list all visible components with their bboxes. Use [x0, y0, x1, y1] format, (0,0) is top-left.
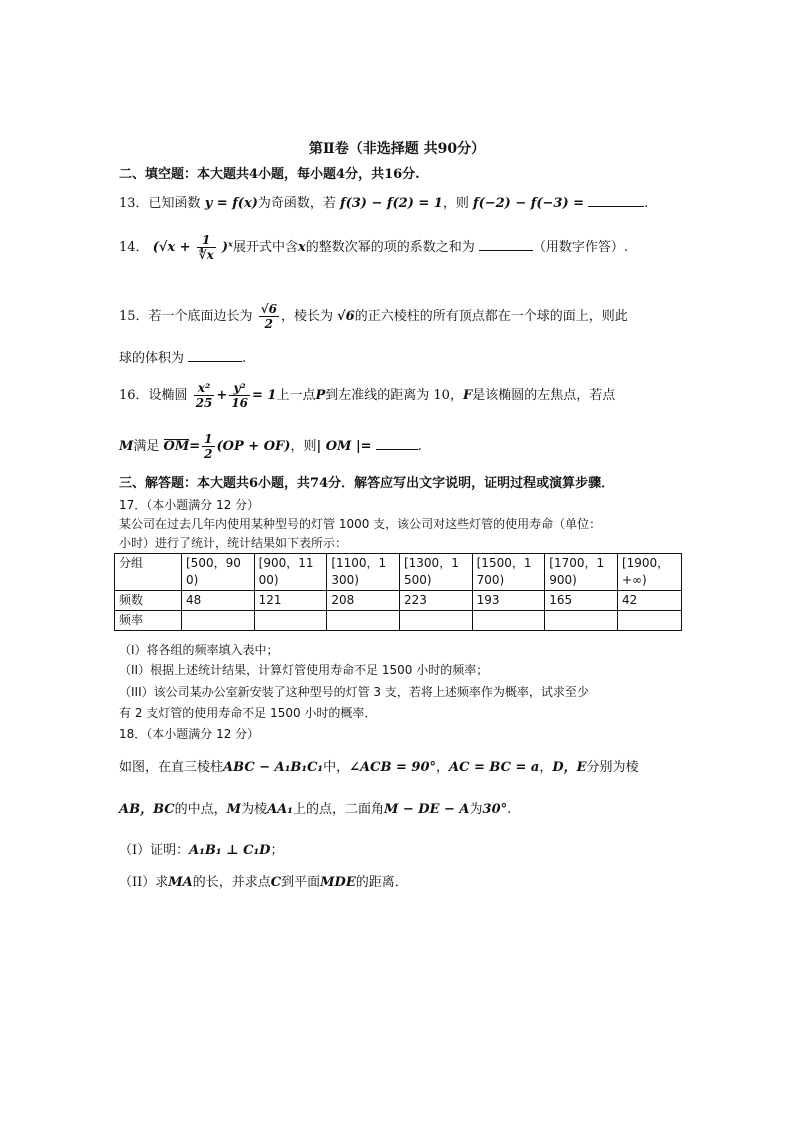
q18-p1-math: A₁B₁ ⊥ C₁D — [189, 843, 271, 858]
q14-text-c: （用数字作答）. — [532, 240, 629, 255]
q18-text-e: 分别为棱 — [586, 760, 639, 775]
group-7-b: +∞) — [621, 573, 647, 587]
q14-fraction — [197, 233, 216, 262]
q16-vector-om: OM — [163, 439, 190, 454]
q18-text-g: 为棱 — [241, 802, 268, 817]
q16-frac-y-num: y² — [229, 381, 250, 396]
q17-part3: （III）该公司某办公室新安装了这种型号的灯管 3 支，若将上述频率作为概率，试求至少 — [119, 685, 589, 699]
q13-condition: f(3) − f(2) = 1 — [340, 196, 443, 211]
q16-half-den: 2 — [204, 447, 213, 461]
q15-text-a: 若一个底面边长为 — [148, 309, 253, 324]
q16-frac-y-den: 16 — [231, 396, 249, 410]
q16-text-b: 上一点 — [276, 388, 316, 403]
frequency-table — [114, 553, 682, 631]
q18-line2 — [119, 798, 511, 817]
q15-number: 15． — [119, 309, 149, 324]
q16-answer-blank[interactable] — [376, 436, 418, 450]
q14-frac-den: ∜x — [198, 248, 214, 262]
q16-half-num: 1 — [204, 432, 213, 446]
q16-point-m: M — [119, 439, 134, 454]
q15-frac-den: 2 — [264, 317, 273, 331]
q18-head: 18．（本小题满分 12 分） — [119, 727, 260, 741]
q18-equal-sides: AC = BC = a — [449, 760, 540, 775]
q16-frac-x — [194, 381, 215, 410]
group-2-b: 00) — [258, 573, 279, 587]
q18-p2-plane: MDE — [320, 875, 356, 890]
table-cell-frequency[interactable] — [399, 611, 472, 631]
question-16 — [119, 381, 615, 410]
table-cell-count: 208 — [327, 591, 400, 611]
q18-text-i: 为 — [469, 802, 483, 817]
q16-text-c: 到左准线的距离为 10， — [325, 388, 463, 403]
table-cell-group — [254, 554, 327, 591]
q18-dihedral: M − DE − A — [383, 802, 470, 817]
table-cell-frequency[interactable] — [182, 611, 255, 631]
solution-section-title: 三、解答题：本大题共6小题，共74分．解答应写出文字说明，证明过程或演算步骤． — [119, 476, 615, 491]
table-cell-count: 42 — [617, 591, 681, 611]
q16-frac-x-den: 25 — [195, 396, 213, 410]
group-5-a: [1500，1 — [476, 556, 532, 570]
q13-text-b: 为奇函数，若 — [257, 196, 336, 211]
question-15 — [119, 302, 628, 331]
q18-degree: 30° — [482, 802, 508, 817]
group-4-a: [1300，1 — [403, 556, 459, 570]
q15-frac-num: √6 — [260, 302, 277, 316]
q16-frac-x-num: x² — [194, 381, 215, 396]
q15-text-d: 球的体积为 — [119, 351, 185, 366]
q16-end: . — [417, 439, 422, 454]
q13-answer-blank[interactable] — [588, 193, 644, 207]
q18-p2-text-a: （II）求 — [119, 875, 169, 890]
q15-answer-blank[interactable] — [188, 348, 242, 362]
q18-p1-text: （I）证明： — [119, 843, 190, 858]
q18-line1 — [119, 756, 639, 775]
q16-text-d: 是该椭圆的左焦点，若点 — [472, 388, 616, 403]
table-row-frequency — [115, 611, 682, 631]
table-cell-frequency[interactable] — [254, 611, 327, 631]
q16-point-f: F — [462, 388, 473, 403]
q14-text-a: 展开式中含 — [232, 240, 298, 255]
q14-answer-blank[interactable] — [479, 237, 533, 251]
q16-text-f: ，则 — [290, 439, 317, 454]
q18-text-j: . — [507, 802, 512, 817]
q18-text-c: ， — [436, 760, 450, 775]
group-1-b: 0) — [186, 573, 199, 587]
q14-number: 14． — [119, 240, 149, 255]
group-7-a: [1900， — [621, 556, 670, 570]
q17-part1: （I）将各组的频率填入表中； — [119, 643, 279, 657]
section-heading: 第Ⅱ卷（非选择题 共90分） — [308, 141, 486, 157]
group-1-a: [500，90 — [186, 556, 241, 570]
table-cell-group — [472, 554, 545, 591]
table-cell-frequency[interactable] — [472, 611, 545, 631]
table-header-counts: 频数 — [115, 591, 182, 611]
q18-part1 — [119, 839, 283, 858]
q15-text-b: ，棱长为 — [280, 309, 333, 324]
question-15-line2 — [119, 347, 246, 366]
q16-frac-y — [229, 381, 250, 410]
q18-text-h: 上的点，二面角 — [292, 802, 384, 817]
q18-text-a: 如图，在直三棱柱 — [119, 760, 224, 775]
group-6-a: [1700，1 — [549, 556, 605, 570]
table-header-groups: 分组 — [115, 554, 182, 591]
q18-p2-text-f: 的距离． — [355, 875, 408, 890]
table-cell-count: 121 — [254, 591, 327, 611]
q18-p2-text-d: 到平面 — [281, 875, 321, 890]
table-cell-group — [399, 554, 472, 591]
q14-expr-right: )ˣ — [221, 240, 233, 255]
q18-part2 — [119, 871, 408, 890]
group-4-b: 500) — [403, 573, 432, 587]
q15-edge: √6 — [337, 309, 355, 324]
group-2-a: [900，11 — [258, 556, 314, 570]
q15-fraction — [259, 302, 279, 331]
q14-frac-num: 1 — [197, 233, 216, 248]
q18-text-b: 中， — [323, 760, 350, 775]
group-3-b: 300) — [331, 573, 359, 587]
q18-p2-point-c: C — [270, 875, 282, 890]
table-cell-count: 193 — [472, 591, 545, 611]
q18-p2-ma: MA — [168, 875, 193, 890]
q18-p2-text-b: 的长，并求点 — [192, 875, 271, 890]
q14-text-b: 的整数次幂的项的系数之和为 — [305, 240, 475, 255]
q13-text-c: ，则 — [442, 196, 469, 211]
q17-head: 17．（本小题满分 12 分） — [119, 498, 260, 512]
q18-text-d: ， — [539, 760, 553, 775]
q13-text-a: 已知函数 — [148, 196, 201, 211]
q18-p1-end: ； — [270, 843, 284, 858]
q13-function: y = f(x) — [204, 196, 258, 211]
q16-eq-half: = — [189, 439, 201, 454]
table-cell-count: 48 — [182, 591, 255, 611]
group-5-b: 700) — [476, 573, 505, 587]
q18-text-f: 的中点， — [174, 802, 227, 817]
q13-end: . — [644, 196, 649, 211]
table-row-counts — [115, 591, 682, 611]
q14-expr-left: (√x + — [152, 240, 191, 255]
question-13 — [119, 192, 648, 211]
table-cell-group — [617, 554, 681, 591]
table-cell-frequency[interactable] — [545, 611, 618, 631]
q16-text-e: 满足 — [133, 439, 160, 454]
q18-point-m: M — [226, 802, 242, 817]
q16-plus: + — [216, 388, 228, 403]
table-cell-frequency[interactable] — [617, 611, 681, 631]
q16-abs-om: | OM |= — [316, 439, 372, 454]
question-16-line2 — [119, 432, 422, 461]
q17-line2: 小时）进行了统计，统计结果如下表所示： — [119, 536, 348, 550]
table-cell-count: 223 — [399, 591, 472, 611]
q17-line1: 某公司在过去几年内使用某种型号的灯管 1000 支，该公司对这些灯管的使用寿命（单位： — [119, 517, 602, 531]
table-cell-group — [545, 554, 618, 591]
table-cell-frequency[interactable] — [327, 611, 400, 631]
table-cell-count: 165 — [545, 591, 618, 611]
q16-number: 16． — [119, 388, 149, 403]
q14-var: x — [297, 240, 306, 255]
q18-edges: AB，BC — [119, 802, 175, 817]
q16-eq: = 1 — [252, 388, 277, 403]
q18-points-de: D，E — [552, 760, 587, 775]
q15-end: . — [242, 351, 247, 366]
q16-point-p: P — [315, 388, 326, 403]
q16-vector-sum: (OP + OF) — [216, 439, 291, 454]
q16-half — [202, 432, 214, 461]
q18-angle: ∠ACB = 90° — [349, 760, 436, 775]
q17-part2: （II）根据上述统计结果，计算灯管使用寿命不足 1500 小时的频率； — [119, 663, 489, 677]
table-cell-group — [327, 554, 400, 591]
q16-text-a: 设椭圆 — [148, 388, 188, 403]
q18-prism: ABC − A₁B₁C₁ — [223, 760, 324, 775]
table-header-frequency: 频率 — [115, 611, 182, 631]
group-3-a: [1100，1 — [331, 556, 387, 570]
table-cell-group — [182, 554, 255, 591]
q13-number: 13． — [119, 196, 149, 211]
q13-target: f(−2) − f(−3) = — [473, 196, 585, 211]
q18-edge-aa1: AA₁ — [267, 802, 293, 817]
group-6-b: 900) — [549, 573, 577, 587]
q17-part3-cont: 有 2 支灯管的使用寿命不足 1500 小时的概率． — [119, 706, 377, 720]
q15-text-c: 的正六棱柱的所有顶点都在一个球的面上，则此 — [354, 309, 628, 324]
question-14 — [119, 233, 628, 262]
fill-blank-section-title: 二、填空题：本大题共4小题，每小题4分，共16分. — [119, 167, 420, 182]
table-row-groups — [115, 554, 682, 591]
